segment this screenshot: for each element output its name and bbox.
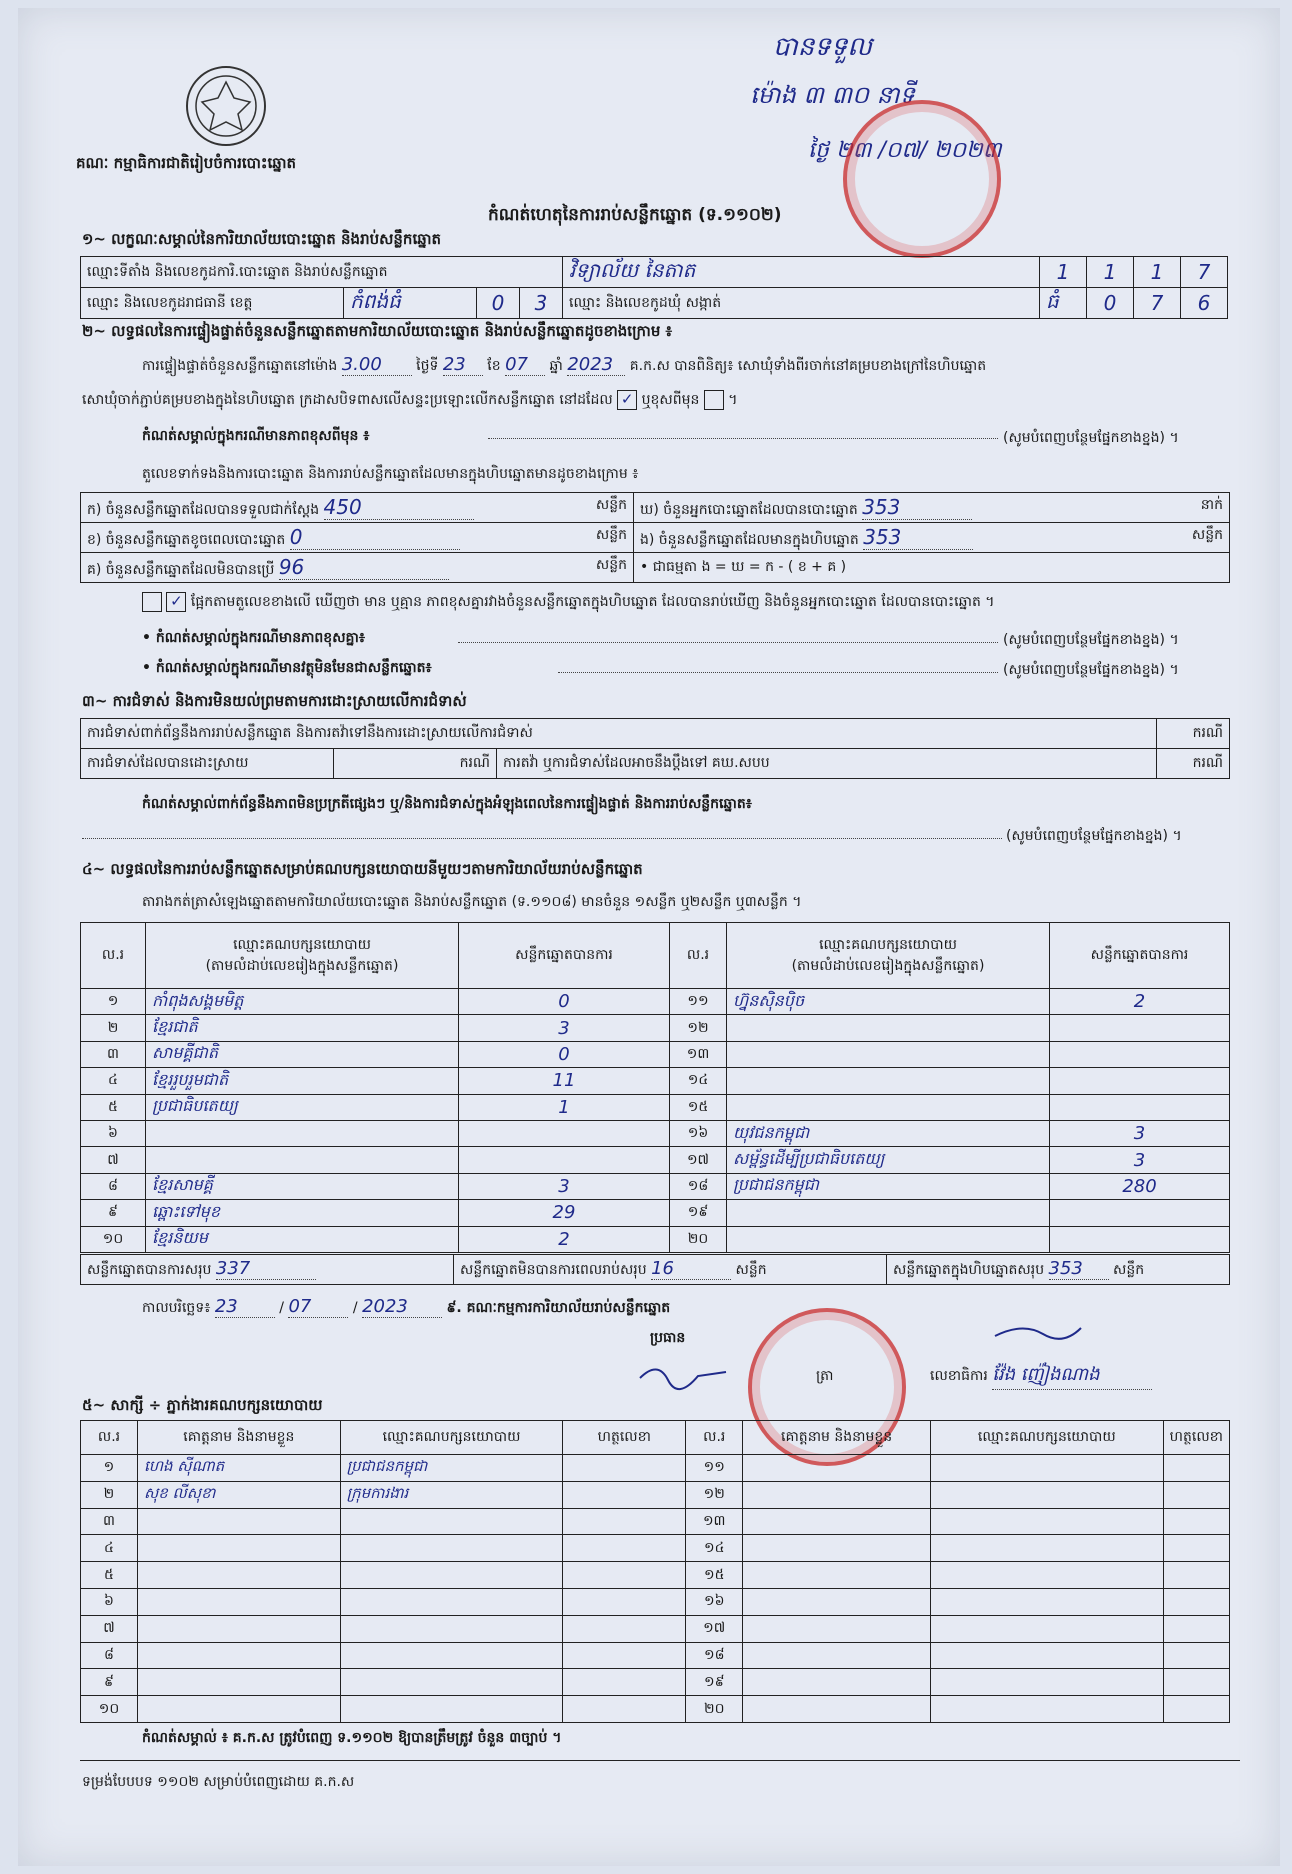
witness-party-left <box>340 1588 563 1615</box>
witness-name-right[interactable] <box>743 1455 931 1482</box>
results-row <box>81 1120 1230 1146</box>
verification-time: 3.00 <box>342 354 412 376</box>
results-no-right: ១៥ <box>670 1094 727 1120</box>
witness-name-right[interactable] <box>743 1508 931 1535</box>
spoiled-ballots-value: 0 <box>290 525 460 550</box>
results-party-left: កាំពុងសង្គមមិត្ត <box>146 989 459 1015</box>
date-label: កាលបរិច្ឆេទ៖ <box>142 1300 211 1316</box>
results-row <box>81 1200 1230 1226</box>
witness-no-right: ១៣ <box>686 1508 743 1535</box>
commune-code-3: 6 <box>1181 288 1228 319</box>
results-party-left: ខ្មែរជាតិ <box>146 1015 459 1041</box>
witness-name-right[interactable] <box>743 1615 931 1642</box>
seal-text: សោឃុំចាក់ភ្ជាប់គម្របខាងក្នុងនៃហិបឆ្នោត ក្រដាសបិទពាសលើសន្ទះប្រឡោះលើកសន្លឹកឆ្នោត នៅដដែល <box>82 392 613 408</box>
witness-sign-left[interactable] <box>563 1535 686 1562</box>
results-no-right: ១១ <box>670 989 727 1015</box>
ballots-in-box-unit: សន្លឹក <box>1191 526 1223 543</box>
difference-note-label: កំណត់សម្គាល់ក្នុងករណីមានភាពខុសពីមុន ៖ <box>142 428 370 444</box>
witness-name-left <box>137 1696 340 1723</box>
witness-sign-right[interactable] <box>1163 1455 1229 1482</box>
witness-no-left: ៥ <box>81 1562 138 1589</box>
counting-committee: ៩. គណៈកម្មការការិយាល័យរាប់សន្លឹកឆ្នោត <box>446 1300 671 1316</box>
secretary-line <box>930 1362 1152 1390</box>
witness-sign-right[interactable] <box>1163 1669 1229 1696</box>
witness-no-left: ១ <box>81 1455 138 1482</box>
unused-ballots-unit: សន្លឹក <box>595 556 627 573</box>
difference-bullet: • កំណត់សម្គាល់ក្នុងករណីមានភាពខុសគ្នា៖ <box>142 630 366 646</box>
verification-day: 23 <box>443 354 483 376</box>
witness-no-right: ១៩ <box>686 1669 743 1696</box>
results-votes-right: 3 <box>1050 1120 1230 1146</box>
results-votes-left: 0 <box>459 1041 670 1067</box>
results-votes-right: 2 <box>1050 989 1230 1015</box>
results-no-left: ១ <box>81 989 146 1015</box>
results-party-right: សម្ព័ន្ធដើម្បីប្រជាធិបតេយ្យ <box>727 1147 1050 1173</box>
results-no-left: ៦ <box>81 1120 146 1146</box>
station-code-4: 7 <box>1181 257 1228 288</box>
witness-sign-left[interactable] <box>563 1562 686 1589</box>
official-stamp <box>843 100 1001 258</box>
witness-sign-left[interactable] <box>563 1508 686 1535</box>
total-box-unit: សន្លឹក <box>1112 1262 1145 1278</box>
province-value: កំពង់ធំ <box>344 288 477 319</box>
results-votes-left: 29 <box>459 1200 670 1226</box>
witness-no-right: ២០ <box>686 1696 743 1723</box>
station-code-2: 1 <box>1087 257 1134 288</box>
witness-sign-right[interactable] <box>1163 1535 1229 1562</box>
results-votes-header-left: សន្លឹកឆ្នោតបានការ <box>459 923 670 989</box>
date-line: កាលបរិច្ឆេទ៖ 23 / 07 / 2023 ៩. គណៈកម្មការការិយាល័យរាប់សន្លឹកឆ្នោត <box>142 1296 671 1317</box>
ballots-in-box-cell <box>634 523 1230 553</box>
polling-station-label: ឈ្មោះទីតាំង និងលេខកូដការិ.បោះឆ្នោត និងរាប់សន្លឹកឆ្នោត <box>81 257 563 288</box>
results-party-left <box>146 1120 459 1146</box>
witness-name-left <box>137 1588 340 1615</box>
appeal-unit: ករណី <box>1157 749 1230 779</box>
results-party-left: ខ្មែរសាមគ្គី <box>146 1173 459 1199</box>
results-votes-right <box>1050 1226 1230 1252</box>
results-votes-right: 3 <box>1050 1147 1230 1173</box>
results-party-left: ឆ្ពោះទៅមុខ <box>146 1200 459 1226</box>
total-invalid-value: 16 <box>651 1258 731 1280</box>
witness-row <box>81 1588 1230 1615</box>
witness-sign-left[interactable] <box>563 1588 686 1615</box>
results-votes-left: 11 <box>459 1068 670 1094</box>
results-totals <box>80 1254 1230 1285</box>
results-party-left: ខ្មែរនិយម <box>146 1226 459 1252</box>
committee-name: គណៈ កម្មាធិការជាតិរៀបចំការបោះឆ្នោត <box>76 154 297 172</box>
ballots-in-box-label: ង) ចំនួនសន្លឹកឆ្នោតដែលមានក្នុងហិបឆ្នោត <box>640 531 859 548</box>
witness-party-right[interactable] <box>930 1562 1163 1589</box>
results-row <box>81 1015 1230 1041</box>
results-votes-right <box>1050 1015 1230 1041</box>
results-votes-right: 280 <box>1050 1173 1230 1199</box>
results-no-right: ១៧ <box>670 1147 727 1173</box>
year-label: ឆ្នាំ <box>549 358 563 374</box>
witness-no-left: ៣ <box>81 1508 138 1535</box>
witness-party-left: ក្រុមការងារ <box>340 1481 563 1508</box>
party-header-sub-right: (តាមលំដាប់លេខរៀងក្នុងសន្លឹកឆ្នោត) <box>791 957 985 974</box>
results-no-left: ១០ <box>81 1226 146 1252</box>
results-row <box>81 1094 1230 1120</box>
results-party-right <box>727 1226 1050 1252</box>
resolved-unit: ករណី <box>334 749 497 779</box>
foreign-object-bullet: • កំណត់សម្គាល់ក្នុងករណីមានវត្ថុមិនមែនជាសន្លឹកឆ្នោត៖ <box>142 660 432 676</box>
complaints-row1-unit: ករណី <box>1157 719 1230 749</box>
total-box-cell <box>887 1255 1230 1285</box>
witness-name-left <box>137 1642 340 1669</box>
witness-table <box>80 1420 1230 1723</box>
witness-no-right: ១១ <box>686 1455 743 1482</box>
results-party-right <box>727 1094 1050 1120</box>
witness-sign-left[interactable] <box>563 1642 686 1669</box>
ballots-in-box-value: 353 <box>863 525 973 550</box>
secretary-label: លេខាធិការ <box>930 1368 988 1384</box>
witness-party-right[interactable] <box>930 1669 1163 1696</box>
results-party-right: ប្រជាជនកម្ពុជា <box>727 1173 1050 1199</box>
has-difference-checkbox[interactable] <box>142 592 162 612</box>
witness-party-left: ប្រជាជនកម្ពុជា <box>340 1455 563 1482</box>
section1-table <box>80 256 1228 319</box>
witness-name-right[interactable] <box>743 1669 931 1696</box>
witness-no-header-left: ល.រ <box>81 1421 138 1455</box>
month-label: ខែ <box>487 358 501 374</box>
results-votes-right <box>1050 1068 1230 1094</box>
witness-sign-right[interactable] <box>1163 1481 1229 1508</box>
irregularity-fill: (សូមបំពេញបន្ថែមផ្នែកខាងខ្នង) ។ <box>1006 828 1182 844</box>
province-code-2: 3 <box>520 288 563 319</box>
received-ballots-cell <box>81 493 634 523</box>
foreign-object-fill: (សូមបំពេញបន្ថែមផ្នែកខាងខ្នង) ។ <box>1003 662 1179 678</box>
witness-party-right[interactable] <box>930 1481 1163 1508</box>
party-header-text-right: ឈ្មោះគណបក្សនយោបាយ <box>819 936 957 953</box>
witness-sign-left[interactable] <box>563 1696 686 1723</box>
results-votes-left <box>459 1120 670 1146</box>
party-header-sub-left: (តាមលំដាប់លេខរៀងក្នុងសន្លឹកឆ្នោត) <box>205 957 399 974</box>
witness-party-header-left: ឈ្មោះគណបក្សនយោបាយ <box>340 1421 563 1455</box>
results-row <box>81 989 1230 1015</box>
tally-sheet-intro: តារាងកត់ត្រាសំឡេងឆ្នោតតាមការិយាល័យបោះឆ្នោត និងរាប់សន្លឹកឆ្នោត (ទ.១១០៨) មានចំនួន ១សន្លឹក ឬ២សន្លឹក ឬ៣សន្លឹក ។ <box>142 894 802 910</box>
witness-sign-left[interactable] <box>563 1481 686 1508</box>
results-votes-right <box>1050 1041 1230 1067</box>
verification-text-end: គ.ក.ស បានពិនិត្យ៖ សោឃុំទាំងពីរចាក់នៅគម្របខាងក្រៅនៃហិបឆ្នោត <box>629 358 987 374</box>
complaints-table <box>80 718 1230 779</box>
witness-sign-right[interactable] <box>1163 1588 1229 1615</box>
witness-party-left <box>340 1615 563 1642</box>
results-no-right: ១៨ <box>670 1173 727 1199</box>
results-party-right: យុវជនកម្ពុជា <box>727 1120 1050 1146</box>
results-no-left: ៥ <box>81 1094 146 1120</box>
results-no-left: ៩ <box>81 1200 146 1226</box>
footer-divider <box>80 1760 1240 1761</box>
witness-party-right[interactable] <box>930 1642 1163 1669</box>
witness-no-right: ១២ <box>686 1481 743 1508</box>
witness-party-right[interactable] <box>930 1535 1163 1562</box>
results-party-right <box>727 1200 1050 1226</box>
difference-note-line[interactable] <box>488 438 998 439</box>
results-row <box>81 1226 1230 1252</box>
total-invalid-cell <box>454 1255 887 1285</box>
results-votes-left: 2 <box>459 1226 670 1252</box>
witness-no-left: ៧ <box>81 1615 138 1642</box>
results-votes-left <box>459 1147 670 1173</box>
figures-table <box>80 492 1230 583</box>
results-row <box>81 1041 1230 1067</box>
witness-name-header-left: គោត្តនាម និងនាមខ្លួន <box>137 1421 340 1455</box>
changed-checkbox[interactable] <box>704 390 724 410</box>
party-header-text-left: ឈ្មោះគណបក្សនយោបាយ <box>233 936 371 953</box>
section3-heading: ៣~ ការជំទាស់ និងការមិនយល់ព្រមតាមការដោះស្រាយលើការជំទាស់ <box>82 692 467 710</box>
results-table <box>80 922 1230 1253</box>
witness-sign-right[interactable] <box>1163 1696 1229 1723</box>
secretary-signature <box>993 1318 1083 1348</box>
results-party-right <box>727 1041 1050 1067</box>
results-no-right: ១២ <box>670 1015 727 1041</box>
witness-no-header-right: ល.រ <box>686 1421 743 1455</box>
witness-no-right: ១៧ <box>686 1615 743 1642</box>
results-party-right <box>727 1068 1050 1094</box>
results-votes-header-right: សន្លឹកឆ្នោតបានការ <box>1050 923 1230 989</box>
results-party-left <box>146 1147 459 1173</box>
seal-line: សោឃុំចាក់ភ្ជាប់គម្របខាងក្នុងនៃហិបឆ្នោត ក្រដាសបិទពាសលើសន្ទះប្រឡោះលើកសន្លឹកឆ្នោត នៅដដែល ✓ ឬខុសពីមុន ។ <box>82 390 738 408</box>
witness-no-left: ៩ <box>81 1669 138 1696</box>
commune-label: ឈ្មោះ និងលេខកូដឃុំ សង្កាត់ <box>563 288 1040 319</box>
witness-name-right[interactable] <box>743 1696 931 1723</box>
witness-sign-left[interactable] <box>563 1669 686 1696</box>
station-code-3: 1 <box>1134 257 1181 288</box>
form-title: កំណត់ហេតុនៃការរាប់សន្លឹកឆ្នោត (ទ.១១០២) <box>488 205 782 225</box>
witness-sign-left[interactable] <box>563 1455 686 1482</box>
witness-no-right: ១៥ <box>686 1562 743 1589</box>
section2-heading: ២~ លទ្ធផលនៃការផ្ទៀងផ្ទាត់ចំនួនសន្លឹកឆ្នោតតាមការិយាល័យបោះឆ្នោត និងរាប់សន្លឹកឆ្នោតដូចខាងក្រោម ៖ <box>82 322 673 340</box>
witness-party-right[interactable] <box>930 1508 1163 1535</box>
footer-note: ទម្រង់បែបបទ ១១០២ សម្រាប់បំពេញដោយ គ.ក.ស <box>82 1774 355 1790</box>
results-row <box>81 1068 1230 1094</box>
witness-party-right[interactable] <box>930 1455 1163 1482</box>
results-party-left: ខ្មែររួបរួមជាតិ <box>146 1068 459 1094</box>
results-votes-right <box>1050 1200 1230 1226</box>
witness-name-right[interactable] <box>743 1642 931 1669</box>
verification-year: 2023 <box>567 354 625 376</box>
received-date: ថ្ងៃ ២៣ /០៧/ ២០២៣ <box>808 138 1002 163</box>
voters-value: 353 <box>862 495 972 520</box>
commune-value: ធំ <box>1040 288 1087 319</box>
date-month: 07 <box>288 1296 348 1318</box>
witness-sign-right[interactable] <box>1163 1562 1229 1589</box>
witness-sign-right[interactable] <box>1163 1508 1229 1535</box>
section1-heading: ១~ លក្ខណៈសម្គាល់នៃការិយាល័យបោះឆ្នោត និងរាប់សន្លឹកឆ្នោត <box>82 230 442 248</box>
witness-footnote: កំណត់សម្គាល់ ៖ គ.ក.ស ត្រូវបំពេញ ទ.១១០២ ឱ្យបានត្រឹមត្រូវ ចំនួន ៣ច្បាប់ ។ <box>142 1730 562 1746</box>
results-no-left: ៣ <box>81 1041 146 1067</box>
witness-sign-left[interactable] <box>563 1615 686 1642</box>
voters-label: ឃ) ចំនួនអ្នកបោះឆ្នោតដែលបានបោះឆ្នោត <box>640 501 858 518</box>
results-row <box>81 1173 1230 1199</box>
changed-label: ឬខុសពីមុន <box>641 392 700 408</box>
total-valid-label: សន្លឹកឆ្នោតបានការសរុប <box>87 1262 212 1278</box>
witness-party-header-right: ឈ្មោះគណបក្សនយោបាយ <box>930 1421 1163 1455</box>
witness-no-left: ២ <box>81 1481 138 1508</box>
difference-bullet-fill: (សូមបំពេញបន្ថែមផ្នែកខាងខ្នង) ។ <box>1003 632 1179 648</box>
witness-party-left <box>340 1562 563 1589</box>
witness-no-right: ១៤ <box>686 1535 743 1562</box>
spoiled-ballots-cell <box>81 523 634 553</box>
received-ballots-label: ក) ចំនួនសន្លឹកឆ្នោតដែលបានទទួលជាក់ស្តែង <box>87 501 320 518</box>
difference-bullet-line[interactable] <box>458 642 998 643</box>
commune-code-1: 0 <box>1087 288 1134 319</box>
witness-party-right[interactable] <box>930 1615 1163 1642</box>
consistency-line <box>142 592 1232 613</box>
witness-row <box>81 1696 1230 1723</box>
results-party-right <box>727 1015 1050 1041</box>
province-label: ឈ្មោះ និងលេខកូដរាជធានី ខេត្ត <box>81 288 344 319</box>
day-label: ថ្ងៃទី <box>416 358 439 374</box>
witness-name-right[interactable] <box>743 1588 931 1615</box>
difference-fill-note: (សូមបំពេញបន្ថែមផ្នែកខាងខ្នង) ។ <box>1003 430 1179 446</box>
date-day: 23 <box>215 1296 275 1318</box>
witness-row <box>81 1508 1230 1535</box>
witness-row <box>81 1481 1230 1508</box>
verification-text: ការផ្ទៀងផ្ទាត់ចំនួនសន្លឹកឆ្នោតនៅម៉ោង <box>142 358 338 374</box>
results-votes-left: 3 <box>459 1015 670 1041</box>
results-no-header-left: ល.រ <box>81 923 146 989</box>
unchanged-checkbox[interactable]: ✓ <box>617 390 637 410</box>
results-votes-right <box>1050 1094 1230 1120</box>
results-party-header-right <box>727 923 1050 989</box>
province-code-1: 0 <box>477 288 520 319</box>
form-page <box>18 8 1280 1866</box>
witness-no-right: ១៦ <box>686 1588 743 1615</box>
commune-code-2: 7 <box>1134 288 1181 319</box>
witness-name-left <box>137 1669 340 1696</box>
figures-intro: តួលេខទាក់ទងនិងការបោះឆ្នោត និងការរាប់សន្លឹកឆ្នោតដែលមានក្នុងហិបឆ្នោតមានដូចខាងក្រោម ៖ <box>142 466 639 482</box>
witness-name-left: សុខ លីសុខា <box>137 1481 340 1508</box>
results-no-right: ១៩ <box>670 1200 727 1226</box>
spoiled-ballots-label: ខ) ចំនួនសន្លឹកឆ្នោតខូចពេលបោះឆ្នោត <box>87 531 286 548</box>
witness-name-left <box>137 1535 340 1562</box>
results-party-header-left <box>146 923 459 989</box>
witness-name-left <box>137 1562 340 1589</box>
witness-row <box>81 1615 1230 1642</box>
witness-party-left <box>340 1696 563 1723</box>
results-party-left: សាមគ្គីជាតិ <box>146 1041 459 1067</box>
results-votes-left: 1 <box>459 1094 670 1120</box>
foreign-object-line[interactable] <box>558 672 998 673</box>
total-invalid-label: សន្លឹកឆ្នោតមិនបានការពេលរាប់សរុប <box>460 1262 647 1278</box>
results-votes-left: 0 <box>459 989 670 1015</box>
section4-heading: ៤~ លទ្ធផលនៃការរាប់សន្លឹកឆ្នោតសម្រាប់គណបក្សនយោបាយនីមួយៗតាមការិយាល័យរាប់សន្លឹកឆ្នោត <box>82 860 643 878</box>
consistency-text: ផ្អែកតាមតួលេខខាងលើ ឃើញថា មាន ឬគ្មាន ភាពខុសគ្នារវាងចំនួនសន្លឹកឆ្នោតក្នុងហិបឆ្នោត ដែលបានរាប់ឃើញ និងចំនួនអ្នកបោះឆ្នោត ដែលបានបោះឆ្នោត ។ <box>190 594 995 610</box>
voters-unit: នាក់ <box>1200 496 1223 513</box>
witness-name-right[interactable] <box>743 1535 931 1562</box>
secretary-name: វ៉ែង ញ៉ៀងណាង <box>992 1362 1152 1390</box>
witness-name-left <box>137 1508 340 1535</box>
witness-party-left <box>340 1642 563 1669</box>
witness-sign-header-right: ហត្ថលេខា <box>1163 1421 1229 1455</box>
total-invalid-unit: សន្លឹក <box>735 1262 767 1278</box>
received-ballots-unit: សន្លឹក <box>595 496 627 513</box>
witness-no-left: ៦ <box>81 1588 138 1615</box>
appeal-label: ការតវ៉ា ឬការជំទាស់ដែលអាចនឹងប្តឹងទៅ គឃ.សបប <box>497 749 1157 779</box>
total-box-label: សន្លឹកឆ្នោតក្នុងហិបឆ្នោតសរុប <box>893 1262 1045 1278</box>
witness-party-right[interactable] <box>930 1588 1163 1615</box>
complaints-row1-label: ការជំទាស់ពាក់ព័ន្ធនឹងការរាប់សន្លឹកឆ្នោត និងការតវ៉ាទៅនឹងការដោះស្រាយលើការជំទាស់ <box>81 719 1157 749</box>
witness-name-header-right: គោត្តនាម និងនាមខ្លួន <box>743 1421 931 1455</box>
resolved-label: ការជំទាស់ដែលបានដោះស្រាយ <box>81 749 334 779</box>
total-valid-value: 337 <box>216 1258 316 1280</box>
witness-party-left <box>340 1535 563 1562</box>
verification-month: 07 <box>505 354 545 376</box>
station-code-1: 1 <box>1040 257 1087 288</box>
chair-label: ប្រធាន <box>650 1330 686 1346</box>
irregularity-line[interactable] <box>82 838 1002 839</box>
witness-name-right[interactable] <box>743 1481 931 1508</box>
results-row <box>81 1147 1230 1173</box>
witness-name-left <box>137 1615 340 1642</box>
witness-party-right[interactable] <box>930 1696 1163 1723</box>
witness-sign-right[interactable] <box>1163 1642 1229 1669</box>
total-valid-cell <box>81 1255 454 1285</box>
unused-ballots-cell <box>81 553 634 583</box>
witness-row <box>81 1455 1230 1482</box>
unused-ballots-value: 96 <box>279 555 449 580</box>
stamp-label: ត្រា <box>816 1368 834 1384</box>
witness-sign-right[interactable] <box>1163 1615 1229 1642</box>
witness-no-left: ៨ <box>81 1642 138 1669</box>
witness-row <box>81 1562 1230 1589</box>
received-note: បានទទួល <box>773 32 873 62</box>
date-year: 2023 <box>362 1296 442 1318</box>
received-ballots-value: 450 <box>324 495 474 520</box>
irregularity-note: កំណត់សម្គាល់ពាក់ព័ន្ធនឹងភាពមិនប្រក្រតីផ្សេងៗ ឬ/និងការជំទាស់ក្នុងអំឡុងពេលនៃការផ្ទៀងផ្ទាត់ និងការរាប់សន្លឹកឆ្នោត៖ <box>142 796 752 812</box>
results-no-right: ២០ <box>670 1226 727 1252</box>
total-box-value: 353 <box>1049 1258 1109 1280</box>
unused-ballots-label: គ) ចំនួនសន្លឹកឆ្នោតដែលមិនបានប្រើ <box>87 561 275 578</box>
witness-party-left <box>340 1508 563 1535</box>
results-no-left: ២ <box>81 1015 146 1041</box>
received-time: ម៉ោង ៣ ៣០ នាទី <box>750 81 915 109</box>
witness-sign-header-left: ហត្ថលេខា <box>563 1421 686 1455</box>
results-votes-left: 3 <box>459 1173 670 1199</box>
polling-station-value: វិទ្យាល័យ នៃតាត <box>563 257 1040 288</box>
witness-row <box>81 1642 1230 1669</box>
results-party-left: ប្រជាធិបតេយ្យ <box>146 1094 459 1120</box>
witness-name-left: ហេង ស៊ីណាត <box>137 1455 340 1482</box>
witness-no-right: ១៨ <box>686 1642 743 1669</box>
witness-row <box>81 1669 1230 1696</box>
witness-no-left: ៤ <box>81 1535 138 1562</box>
results-no-right: ១៦ <box>670 1120 727 1146</box>
results-no-right: ១៣ <box>670 1041 727 1067</box>
results-no-left: ៨ <box>81 1173 146 1199</box>
results-no-left: ៧ <box>81 1147 146 1173</box>
witness-row <box>81 1535 1230 1562</box>
results-no-header-right: ល.រ <box>670 923 727 989</box>
emblem-icon <box>186 66 266 146</box>
section5-heading: ៥~ សាក្សី ÷ ភ្នាក់ងារគណបក្សនយោបាយ <box>82 1396 323 1414</box>
voters-cell <box>634 493 1230 523</box>
spoiled-ballots-unit: សន្លឹក <box>595 526 627 543</box>
verification-line <box>142 354 1232 377</box>
chair-signature <box>638 1358 728 1398</box>
formula-cell: • ជាធម្មតា ង = ឃ = ក - ( ខ + គ ) <box>634 553 1230 583</box>
results-no-right: ១៤ <box>670 1068 727 1094</box>
results-no-left: ៤ <box>81 1068 146 1094</box>
witness-no-left: ១០ <box>81 1696 138 1723</box>
no-difference-checkbox[interactable]: ✓ <box>166 592 186 612</box>
witness-party-left <box>340 1669 563 1696</box>
witness-name-right[interactable] <box>743 1562 931 1589</box>
results-party-right: ហ្វ៊ុនស៊ិនប៉ិច <box>727 989 1050 1015</box>
